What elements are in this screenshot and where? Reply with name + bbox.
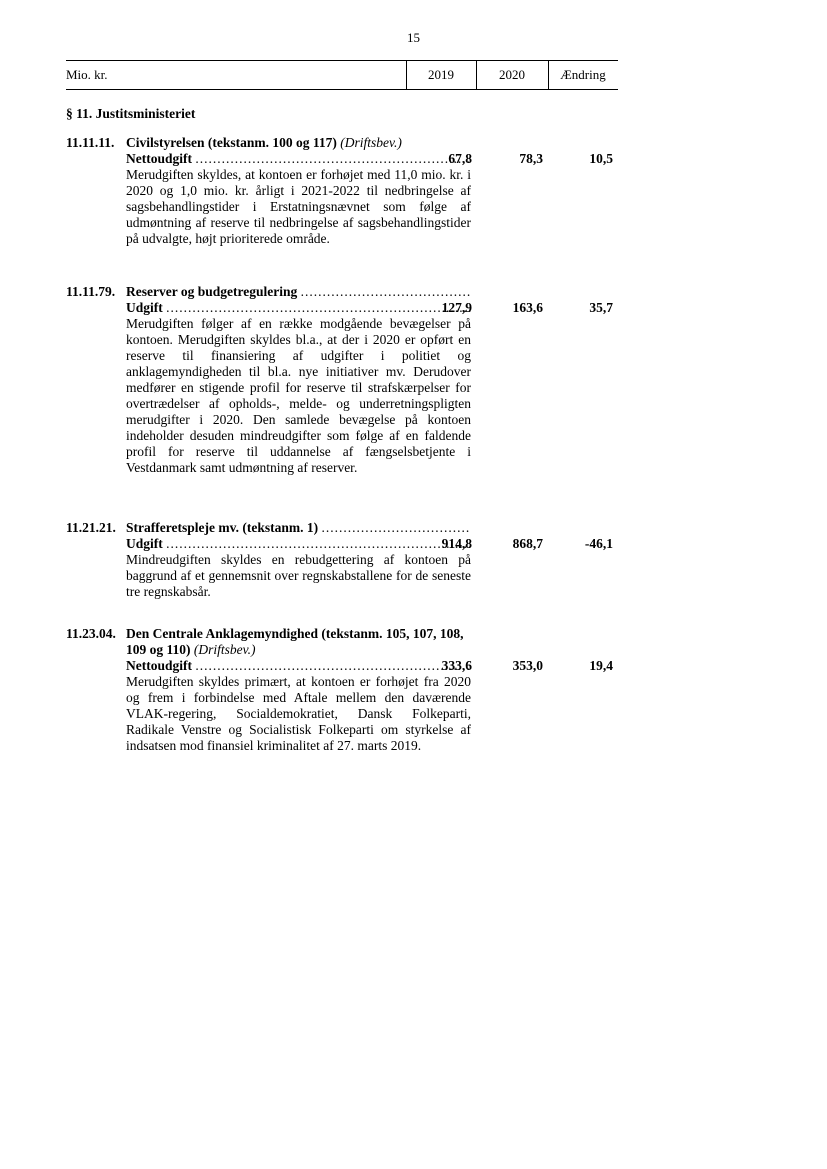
table-header [66, 60, 618, 90]
col-2020-header: 2020 [499, 67, 525, 82]
entry-line-label: Udgift [126, 536, 163, 551]
entry-title-line [126, 626, 471, 658]
entry-title-text: Den Centrale Anklagemyndighed (tekstanm. 105, 107, 108, 109 og 110) [126, 626, 464, 657]
page-number: 15 [407, 30, 420, 45]
value-change: 35,7 [589, 300, 613, 315]
col-2019-header: 2019 [428, 67, 454, 82]
entry-title-text: Reserver og budgetregulering [126, 284, 298, 299]
value-2020: 868,7 [512, 536, 543, 551]
col-change-header: Ændring [560, 67, 606, 82]
entry-title-line [126, 284, 471, 300]
entry-title [126, 135, 471, 151]
entry-description: Merudgiften skyldes, at kontoen er forhøjet med 11,0 mio. kr. i 2020 og 1,0 mio. kr. årligt i 2021-2022 til nedbringelse af sagsbehandlingstider i Erstatningsnævnet som følge af udmøntning af reserve til nedbringelse af sagsbehandlingstider på udvalgte, højt prioriterede område. [126, 167, 471, 246]
account-number: 11.11.11. [66, 135, 115, 150]
account-number: 11.11.79. [66, 284, 116, 299]
entry-description: Merudgiften følger af en række modgående bevægelser på kontoen. Merudgiften skyldes bl.a., at der i 2020 er opført en reserve til finansiering af udgifter i politiet og anklagemyndigheden til bl.a. nye initiativer mv. Derudover medfører en stigende profil for reserve til strafskærpelser for overtrædelser af opholds-, melde- og underretningspligten merudgifter i 2020. Den samlede bevægelse på kontoen indeholder desuden mindreudgifter som følge af en faldende profil for reserve til uddannelse af fængselsbetjente i Vestdanmark samt udmøntning af reserver. [126, 316, 471, 475]
entry-line-label: Udgift [126, 300, 163, 315]
entry-body [126, 520, 471, 600]
entry-title-note: (Driftsbev.) [340, 135, 402, 150]
value-change: 19,4 [589, 658, 613, 673]
value-2019: 67,8 [448, 151, 472, 166]
value-2020: 163,6 [512, 300, 543, 315]
entry-description: Merudgiften skyldes primært, at kontoen er forhøjet fra 2020 og frem i forbindelse med Aftale mellem den daværende VLAK-regering, Socialdemokratiet, Dansk Folkeparti, Radikale Venstre og Socialistisk Folkeparti om styrkelse af indsatsen mod finansiel kriminalitet af 27. marts 2019. [126, 674, 471, 753]
account-number: 11.21.21. [66, 520, 116, 535]
value-2019: 333,6 [441, 658, 472, 673]
account-number: 11.23.04. [66, 626, 116, 641]
entry-line-label: Nettoudgift [126, 151, 192, 166]
unit-label: Mio. kr. [66, 67, 108, 82]
value-2019: 914,8 [441, 536, 472, 551]
entry-description: Mindreudgiften skyldes en rebudgettering af kontoen på baggrund af et gennemsnit over regnskabstallene for de seneste tre regnskabsår. [126, 552, 471, 599]
entry-title-text: Civilstyrelsen (tekstanm. 100 og 117) [126, 135, 337, 150]
entry-body [126, 626, 471, 754]
value-change: 10,5 [589, 151, 613, 166]
value-2020: 353,0 [512, 658, 543, 673]
entry-title-note: (Driftsbev.) [193, 642, 256, 657]
value-2020: 78,3 [519, 151, 543, 166]
entry-title-line [126, 520, 471, 536]
dot-leader [301, 284, 471, 300]
value-2019: 127,9 [441, 300, 472, 315]
value-change: -46,1 [584, 536, 613, 551]
entry-title-text: Strafferetspleje mv. (tekstanm. 1) [126, 520, 319, 535]
entry-line-label: Nettoudgift [126, 658, 192, 673]
section-title: § 11. Justitsministeriet [66, 106, 196, 121]
dot-leader [321, 520, 471, 536]
